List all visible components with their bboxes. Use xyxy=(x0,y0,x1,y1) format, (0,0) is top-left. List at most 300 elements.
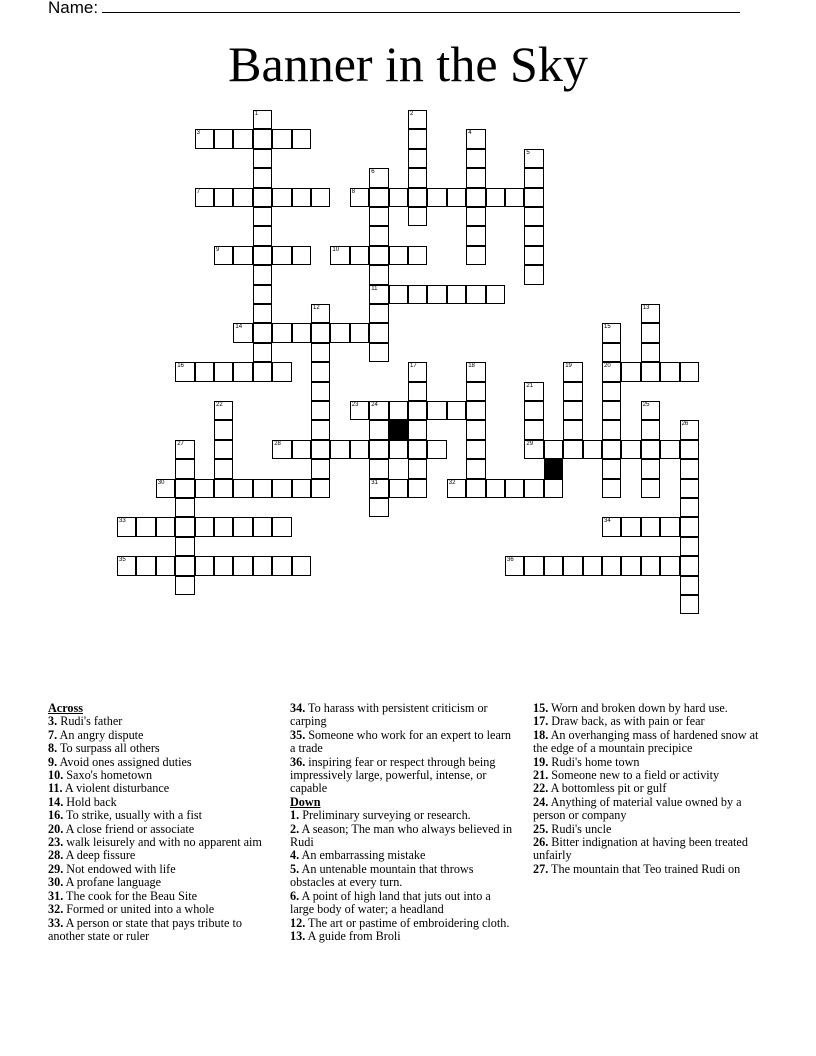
grid-cell[interactable] xyxy=(175,459,194,478)
clue-number: 2. xyxy=(290,821,300,836)
grid-cell[interactable] xyxy=(175,440,194,459)
grid-cell[interactable] xyxy=(524,265,543,284)
grid-cell[interactable] xyxy=(253,265,272,284)
grid-cell[interactable] xyxy=(602,323,621,342)
grid-cell[interactable] xyxy=(175,479,194,498)
grid-cell[interactable] xyxy=(660,556,679,575)
grid-cell[interactable] xyxy=(330,323,349,342)
grid-cell[interactable] xyxy=(660,517,679,536)
clue-number-label: 34 xyxy=(604,518,611,525)
grid-cell[interactable] xyxy=(253,304,272,323)
grid-cell[interactable] xyxy=(253,226,272,245)
grid-cell[interactable] xyxy=(233,556,252,575)
grid-cell[interactable] xyxy=(602,420,621,439)
grid-cell[interactable] xyxy=(175,537,194,556)
grid-cell[interactable] xyxy=(369,188,388,207)
grid-cell[interactable] xyxy=(214,517,233,536)
grid-cell[interactable] xyxy=(408,382,427,401)
clue-number-label: 8 xyxy=(351,188,356,195)
grid-block xyxy=(544,459,563,478)
grid-cell[interactable] xyxy=(369,168,388,187)
clue-text: A point of high land that juts out into a large body of water; a headland xyxy=(290,888,491,917)
grid-cell[interactable] xyxy=(117,517,136,536)
grid-cell[interactable] xyxy=(524,401,543,420)
grid-cell[interactable] xyxy=(680,479,699,498)
grid-cell[interactable] xyxy=(660,440,679,459)
grid-cell[interactable] xyxy=(524,226,543,245)
grid-cell[interactable] xyxy=(641,323,660,342)
grid-cell[interactable] xyxy=(602,479,621,498)
grid-cell[interactable] xyxy=(292,556,311,575)
grid-cell[interactable] xyxy=(253,323,272,342)
clue-number: 5. xyxy=(290,861,300,876)
grid-cell[interactable] xyxy=(466,440,485,459)
grid-cell[interactable] xyxy=(253,362,272,381)
grid-cell[interactable] xyxy=(389,401,408,420)
grid-cell[interactable] xyxy=(272,556,291,575)
grid-cell[interactable] xyxy=(408,207,427,226)
grid-cell[interactable] xyxy=(292,246,311,265)
clue-number-label: 32 xyxy=(448,479,456,486)
grid-cell[interactable] xyxy=(272,129,291,148)
grid-cell[interactable] xyxy=(447,285,466,304)
grid-cell[interactable] xyxy=(408,401,427,420)
clue-item xyxy=(48,782,274,795)
grid-cell[interactable] xyxy=(253,285,272,304)
grid-cell[interactable] xyxy=(621,362,640,381)
grid-cell[interactable] xyxy=(602,362,621,381)
grid-cell[interactable] xyxy=(330,246,349,265)
grid-cell[interactable] xyxy=(214,362,233,381)
grid-cell[interactable] xyxy=(389,479,408,498)
clue-number-label: 16 xyxy=(177,363,184,370)
clue-text: A violent disturbance xyxy=(62,781,170,796)
grid-cell[interactable] xyxy=(311,343,330,362)
clue-text: Worn and broken down by hard use. xyxy=(548,701,728,715)
clue-text: A bottomless pit or gulf xyxy=(548,781,667,796)
grid-cell[interactable] xyxy=(563,440,582,459)
clue-item xyxy=(290,756,516,796)
grid-cell[interactable] xyxy=(369,285,388,304)
grid-cell[interactable] xyxy=(369,226,388,245)
grid-cell[interactable] xyxy=(272,517,291,536)
grid-cell[interactable] xyxy=(524,479,543,498)
grid-cell[interactable] xyxy=(136,517,155,536)
grid-cell[interactable] xyxy=(233,362,252,381)
grid-cell[interactable] xyxy=(253,207,272,226)
grid-cell[interactable] xyxy=(233,517,252,536)
clue-number-label: 6 xyxy=(371,169,375,176)
grid-cell[interactable] xyxy=(272,362,291,381)
clue-text: An overhanging mass of hardened snow at the edge of a mountain precipice xyxy=(533,727,759,756)
grid-cell[interactable] xyxy=(195,188,214,207)
grid-cell[interactable] xyxy=(641,362,660,381)
clue-item xyxy=(48,836,274,849)
grid-cell[interactable] xyxy=(214,459,233,478)
grid-cell[interactable] xyxy=(369,207,388,226)
grid-cell[interactable] xyxy=(447,188,466,207)
grid-cell[interactable] xyxy=(175,517,194,536)
grid-cell[interactable] xyxy=(350,323,369,342)
grid-cell[interactable] xyxy=(369,401,388,420)
grid-cell[interactable] xyxy=(214,556,233,575)
grid-cell[interactable] xyxy=(524,420,543,439)
grid-cell[interactable] xyxy=(680,517,699,536)
grid-cell[interactable] xyxy=(253,129,272,148)
grid-cell[interactable] xyxy=(466,479,485,498)
grid-cell[interactable] xyxy=(195,362,214,381)
grid-cell[interactable] xyxy=(524,207,543,226)
clue-item xyxy=(533,836,759,863)
grid-cell[interactable] xyxy=(117,556,136,575)
grid-cell[interactable] xyxy=(466,459,485,478)
grid-cell[interactable] xyxy=(311,188,330,207)
clue-number: 22. xyxy=(533,781,549,796)
grid-cell[interactable] xyxy=(680,498,699,517)
grid-cell[interactable] xyxy=(175,576,194,595)
clue-item xyxy=(290,849,516,862)
clue-text: walk leisurely and with no apparent aim xyxy=(63,835,262,850)
grid-cell[interactable] xyxy=(466,149,485,168)
grid-cell[interactable] xyxy=(408,420,427,439)
grid-cell[interactable] xyxy=(253,110,272,129)
clue-number: 11. xyxy=(48,781,63,796)
grid-cell[interactable] xyxy=(641,479,660,498)
grid-cell[interactable] xyxy=(408,110,427,129)
grid-cell[interactable] xyxy=(175,498,194,517)
grid-cell[interactable] xyxy=(427,401,446,420)
grid-cell[interactable] xyxy=(311,382,330,401)
grid-cell[interactable] xyxy=(272,323,291,342)
clue-item xyxy=(533,702,759,715)
grid-cell[interactable] xyxy=(389,440,408,459)
grid-cell[interactable] xyxy=(369,343,388,362)
clue-number-label: 15 xyxy=(604,324,611,331)
grid-cell[interactable] xyxy=(389,246,408,265)
grid-cell[interactable] xyxy=(408,440,427,459)
clue-text: To strike, usually with a fist xyxy=(63,808,202,823)
clue-item xyxy=(533,782,759,795)
grid-cell[interactable] xyxy=(214,420,233,439)
grid-cell[interactable] xyxy=(524,246,543,265)
grid-cell[interactable] xyxy=(408,362,427,381)
grid-cell[interactable] xyxy=(505,556,524,575)
grid-cell[interactable] xyxy=(389,188,408,207)
grid-cell[interactable] xyxy=(641,517,660,536)
grid-cell[interactable] xyxy=(272,479,291,498)
clue-number-label: 21 xyxy=(526,382,534,389)
grid-cell[interactable] xyxy=(253,479,272,498)
grid-cell[interactable] xyxy=(602,343,621,362)
clue-number-label: 27 xyxy=(177,440,184,447)
grid-cell[interactable] xyxy=(524,382,543,401)
clue-text: Rudi's father xyxy=(57,714,123,729)
grid-cell[interactable] xyxy=(524,440,543,459)
grid-cell[interactable] xyxy=(641,440,660,459)
clue-number: 6. xyxy=(290,888,300,903)
grid-cell[interactable] xyxy=(156,479,175,498)
grid-cell[interactable] xyxy=(466,226,485,245)
grid-cell[interactable] xyxy=(311,401,330,420)
grid-cell[interactable] xyxy=(466,129,485,148)
clue-text: An untenable mountain that throws obstacles at every turn. xyxy=(290,861,474,890)
clue-number: 7. xyxy=(48,727,58,742)
grid-cell[interactable] xyxy=(292,440,311,459)
grid-cell[interactable] xyxy=(195,556,214,575)
grid-block xyxy=(389,420,408,439)
grid-cell[interactable] xyxy=(563,401,582,420)
grid-cell[interactable] xyxy=(680,537,699,556)
clue-number: 17. xyxy=(533,714,549,729)
grid-cell[interactable] xyxy=(680,420,699,439)
grid-cell[interactable] xyxy=(602,401,621,420)
clue-number-label: 18 xyxy=(468,363,475,370)
grid-cell[interactable] xyxy=(486,479,505,498)
grid-cell[interactable] xyxy=(272,440,291,459)
grid-cell[interactable] xyxy=(350,440,369,459)
across-heading: Across xyxy=(48,701,83,715)
grid-cell[interactable] xyxy=(583,556,602,575)
clue-number: 31. xyxy=(48,888,64,903)
grid-cell[interactable] xyxy=(311,362,330,381)
clue-number: 3. xyxy=(48,714,58,729)
grid-cell[interactable] xyxy=(563,382,582,401)
grid-cell[interactable] xyxy=(369,246,388,265)
grid-cell[interactable] xyxy=(214,479,233,498)
grid-cell[interactable] xyxy=(175,362,194,381)
grid-cell[interactable] xyxy=(505,188,524,207)
clue-number: 24. xyxy=(533,794,549,809)
grid-cell[interactable] xyxy=(544,556,563,575)
grid-cell[interactable] xyxy=(369,323,388,342)
grid-cell[interactable] xyxy=(369,304,388,323)
grid-cell[interactable] xyxy=(466,401,485,420)
grid-cell[interactable] xyxy=(311,304,330,323)
clue-number: 8. xyxy=(48,741,58,756)
grid-cell[interactable] xyxy=(272,246,291,265)
grid-cell[interactable] xyxy=(253,556,272,575)
clue-item xyxy=(533,796,759,823)
grid-cell[interactable] xyxy=(408,129,427,148)
grid-cell[interactable] xyxy=(680,440,699,459)
grid-cell[interactable] xyxy=(427,285,446,304)
grid-cell[interactable] xyxy=(311,440,330,459)
grid-cell[interactable] xyxy=(195,129,214,148)
grid-cell[interactable] xyxy=(466,362,485,381)
grid-cell[interactable] xyxy=(544,479,563,498)
grid-cell[interactable] xyxy=(486,285,505,304)
grid-cell[interactable] xyxy=(292,129,311,148)
grid-cell[interactable] xyxy=(253,517,272,536)
grid-cell[interactable] xyxy=(369,459,388,478)
clue-item xyxy=(290,863,516,890)
clue-text: A deep fissure xyxy=(63,848,136,863)
grid-cell[interactable] xyxy=(408,285,427,304)
grid-cell[interactable] xyxy=(524,556,543,575)
clue-number: 18. xyxy=(533,727,549,742)
clue-number-label: 36 xyxy=(507,557,514,564)
grid-cell[interactable] xyxy=(233,323,252,342)
clue-number-label: 14 xyxy=(235,324,243,331)
grid-cell[interactable] xyxy=(486,188,505,207)
clue-number: 4. xyxy=(290,848,300,863)
grid-cell[interactable] xyxy=(621,556,640,575)
grid-cell[interactable] xyxy=(680,556,699,575)
grid-cell[interactable] xyxy=(660,362,679,381)
grid-cell[interactable] xyxy=(233,246,252,265)
grid-cell[interactable] xyxy=(466,285,485,304)
grid-cell[interactable] xyxy=(641,420,660,439)
grid-cell[interactable] xyxy=(524,188,543,207)
grid-cell[interactable] xyxy=(641,556,660,575)
grid-cell[interactable] xyxy=(466,382,485,401)
grid-cell[interactable] xyxy=(583,440,602,459)
clue-number-label: 9 xyxy=(216,246,220,253)
grid-cell[interactable] xyxy=(253,188,272,207)
grid-cell[interactable] xyxy=(641,459,660,478)
clue-item xyxy=(48,729,274,742)
clue-item xyxy=(290,890,516,917)
clue-text: Saxo's hometown xyxy=(63,768,153,783)
grid-cell[interactable] xyxy=(136,556,155,575)
grid-cell[interactable] xyxy=(427,188,446,207)
grid-cell[interactable] xyxy=(680,576,699,595)
grid-cell[interactable] xyxy=(214,440,233,459)
clue-text: Anything of material value owned by a person or company xyxy=(533,794,742,823)
grid-cell[interactable] xyxy=(524,168,543,187)
grid-cell[interactable] xyxy=(408,168,427,187)
down-heading: Down xyxy=(290,794,321,809)
grid-cell[interactable] xyxy=(621,440,640,459)
clue-item xyxy=(533,715,759,728)
grid-cell[interactable] xyxy=(563,556,582,575)
grid-cell[interactable] xyxy=(156,556,175,575)
grid-cell[interactable] xyxy=(466,188,485,207)
grid-cell[interactable] xyxy=(369,265,388,284)
grid-cell[interactable] xyxy=(253,246,272,265)
clue-number-label: 24 xyxy=(371,402,378,408)
grid-cell[interactable] xyxy=(408,149,427,168)
grid-cell[interactable] xyxy=(350,188,369,207)
clue-item xyxy=(48,823,274,836)
grid-cell[interactable] xyxy=(505,479,524,498)
grid-cell[interactable] xyxy=(369,440,388,459)
grid-cell[interactable] xyxy=(641,401,660,420)
grid-cell[interactable] xyxy=(680,459,699,478)
grid-cell[interactable] xyxy=(680,595,699,614)
clue-number-label: 35 xyxy=(119,557,126,564)
grid-cell[interactable] xyxy=(602,440,621,459)
grid-cell[interactable] xyxy=(524,149,543,168)
grid-cell[interactable] xyxy=(311,479,330,498)
grid-cell[interactable] xyxy=(292,323,311,342)
grid-cell[interactable] xyxy=(427,440,446,459)
grid-cell[interactable] xyxy=(408,246,427,265)
clue-number: 13. xyxy=(290,928,306,943)
clue-text: An embarrassing mistake xyxy=(299,848,426,863)
grid-cell[interactable] xyxy=(602,556,621,575)
grid-cell[interactable] xyxy=(369,420,388,439)
clue-number-label: 7 xyxy=(196,188,200,195)
grid-cell[interactable] xyxy=(466,420,485,439)
grid-cell[interactable] xyxy=(602,517,621,536)
grid-cell[interactable] xyxy=(272,188,291,207)
grid-cell[interactable] xyxy=(563,362,582,381)
clue-item xyxy=(48,863,274,876)
grid-cell[interactable] xyxy=(466,168,485,187)
grid-cell[interactable] xyxy=(369,479,388,498)
grid-cell[interactable] xyxy=(408,188,427,207)
clue-number: 27. xyxy=(533,861,549,876)
grid-cell[interactable] xyxy=(195,517,214,536)
grid-cell[interactable] xyxy=(253,168,272,187)
grid-cell[interactable] xyxy=(369,498,388,517)
clue-number-label: 23 xyxy=(351,402,359,408)
grid-cell[interactable] xyxy=(602,382,621,401)
grid-cell[interactable] xyxy=(175,556,194,575)
clue-item xyxy=(48,769,274,782)
grid-cell[interactable] xyxy=(389,285,408,304)
grid-cell[interactable] xyxy=(311,323,330,342)
grid-cell[interactable] xyxy=(253,343,272,362)
clue-text: Rudi's home town xyxy=(548,754,640,769)
clue-number-label: 13 xyxy=(642,305,650,311)
clue-number: 26. xyxy=(533,835,549,850)
grid-cell[interactable] xyxy=(447,479,466,498)
grid-cell[interactable] xyxy=(214,246,233,265)
grid-cell[interactable] xyxy=(233,188,252,207)
clue-text: An angry dispute xyxy=(57,727,144,742)
grid-cell[interactable] xyxy=(447,401,466,420)
clue-number: 20. xyxy=(48,821,64,836)
grid-cell[interactable] xyxy=(408,479,427,498)
grid-cell[interactable] xyxy=(311,420,330,439)
clue-item xyxy=(48,715,274,728)
grid-cell[interactable] xyxy=(641,304,660,323)
grid-cell[interactable] xyxy=(311,459,330,478)
grid-cell[interactable] xyxy=(350,401,369,420)
grid-cell[interactable] xyxy=(563,420,582,439)
grid-cell[interactable] xyxy=(292,188,311,207)
grid-cell[interactable] xyxy=(330,440,349,459)
grid-cell[interactable] xyxy=(466,246,485,265)
clue-number: 1. xyxy=(290,808,300,823)
clue-text: The mountain that Teo trained Rudi on xyxy=(548,861,741,876)
grid-cell[interactable] xyxy=(195,479,214,498)
grid-cell[interactable] xyxy=(233,479,252,498)
grid-cell[interactable] xyxy=(233,129,252,148)
grid-cell[interactable] xyxy=(156,517,175,536)
grid-cell[interactable] xyxy=(350,246,369,265)
grid-cell[interactable] xyxy=(544,440,563,459)
grid-cell[interactable] xyxy=(408,459,427,478)
grid-cell[interactable] xyxy=(214,401,233,420)
clue-text: A person or state that pays tribute to another state or ruler xyxy=(48,915,242,943)
grid-cell[interactable] xyxy=(621,517,640,536)
grid-cell[interactable] xyxy=(292,479,311,498)
grid-cell[interactable] xyxy=(602,459,621,478)
grid-cell[interactable] xyxy=(466,207,485,226)
grid-cell[interactable] xyxy=(214,129,233,148)
clue-number-label: 12 xyxy=(313,305,320,311)
grid-cell[interactable] xyxy=(253,149,272,168)
clue-text: Avoid ones assigned duties xyxy=(57,754,192,769)
clue-text: Someone who work for an expert to learn a trade xyxy=(290,727,512,756)
grid-cell[interactable] xyxy=(214,188,233,207)
grid-cell[interactable] xyxy=(641,343,660,362)
clue-text: To harass with persistent criticism or carping xyxy=(290,701,488,729)
grid-cell[interactable] xyxy=(680,362,699,381)
